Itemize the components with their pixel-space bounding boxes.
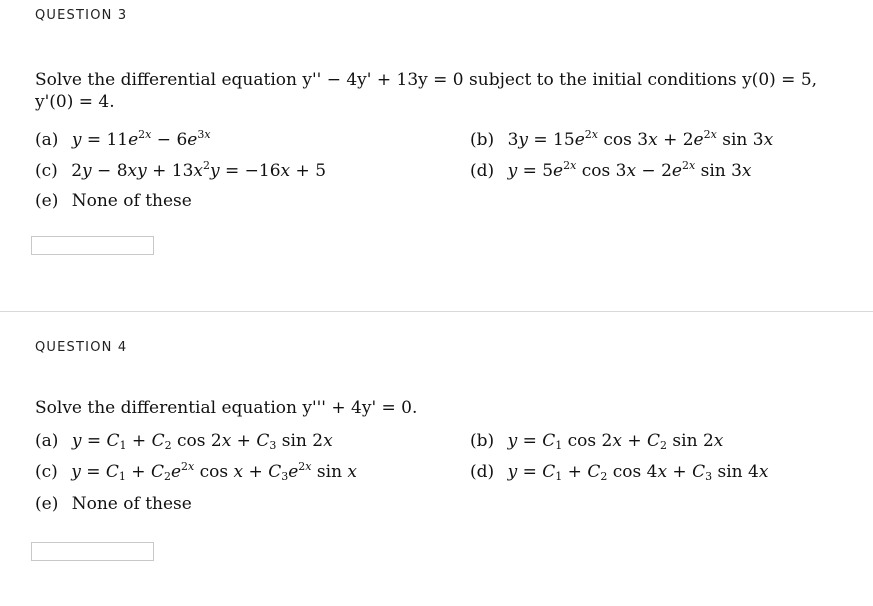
option-label: (d) [470, 161, 495, 181]
question-3-stem [35, 69, 817, 113]
stem-mid-text: subject to the initial conditions [469, 70, 737, 90]
q3-option-e [35, 190, 192, 212]
option-expression: $y = C_1 + C_2$ $\cos 4x + C_3$ sin 4x [507, 462, 769, 483]
stem-equation: y'' − 4y' + 13y = 0 [302, 70, 464, 90]
option-expression: $y = 5e^{2x}$ $\cos 3x - 2e^{2x}$ sin 3x [507, 159, 752, 181]
option-label: (a) [35, 130, 59, 150]
q3-option-b [470, 129, 773, 151]
option-expression: $2y - 8xy + 13x^2y = -16x + 5$ [71, 159, 327, 181]
q3-option-a [35, 129, 211, 151]
option-text: None of these [71, 494, 192, 514]
q4-option-d [470, 461, 768, 483]
q3-answer-input[interactable] [31, 236, 154, 255]
option-label: (b) [470, 431, 495, 451]
q4-answer-input[interactable] [31, 542, 154, 561]
option-label: (c) [35, 462, 58, 482]
option-expression: $3y = 15e^{2x}$ $\cos 3x + 2e^{2x}$ sin 3x [507, 128, 774, 150]
stem-text: Solve the differential equation [35, 398, 297, 418]
option-expression: $y = C_1 + C_2$ $\cos 2x + C_3$ sin 2x [71, 431, 333, 452]
q4-option-a [35, 430, 333, 452]
q3-option-d [470, 160, 752, 182]
option-expression: $y = 11e^{2x} - 6e^{3x}$ [71, 128, 211, 150]
option-text: None of these [71, 191, 192, 211]
stem-equation: y''' + 4y' = 0. [302, 398, 418, 418]
option-expression: $y = C_1 + C_2e^{2x}$ $\cos x + C_3e^{2x}$ sin x [71, 460, 358, 483]
initial-condition-1: y(0) = 5, [742, 70, 818, 90]
question-4-stem [35, 397, 417, 419]
question-3-heading: QUESTION 3 [35, 8, 128, 23]
q4-option-c [35, 461, 357, 483]
option-label: (d) [470, 462, 495, 482]
option-expression: $y = C_1$ $\cos 2x + C_2$ sin 2x [507, 431, 724, 452]
q4-option-b [470, 430, 723, 452]
option-label: (c) [35, 161, 58, 181]
initial-condition-2: y'(0) = 4. [35, 92, 115, 112]
option-label: (e) [35, 191, 59, 211]
question-4-heading: QUESTION 4 [35, 340, 128, 355]
section-divider [0, 311, 873, 312]
option-label: (e) [35, 494, 59, 514]
stem-text: Solve the differential equation [35, 70, 297, 90]
q4-option-e [35, 493, 192, 515]
q3-option-c [35, 160, 326, 182]
option-label: (b) [470, 130, 495, 150]
option-label: (a) [35, 431, 59, 451]
